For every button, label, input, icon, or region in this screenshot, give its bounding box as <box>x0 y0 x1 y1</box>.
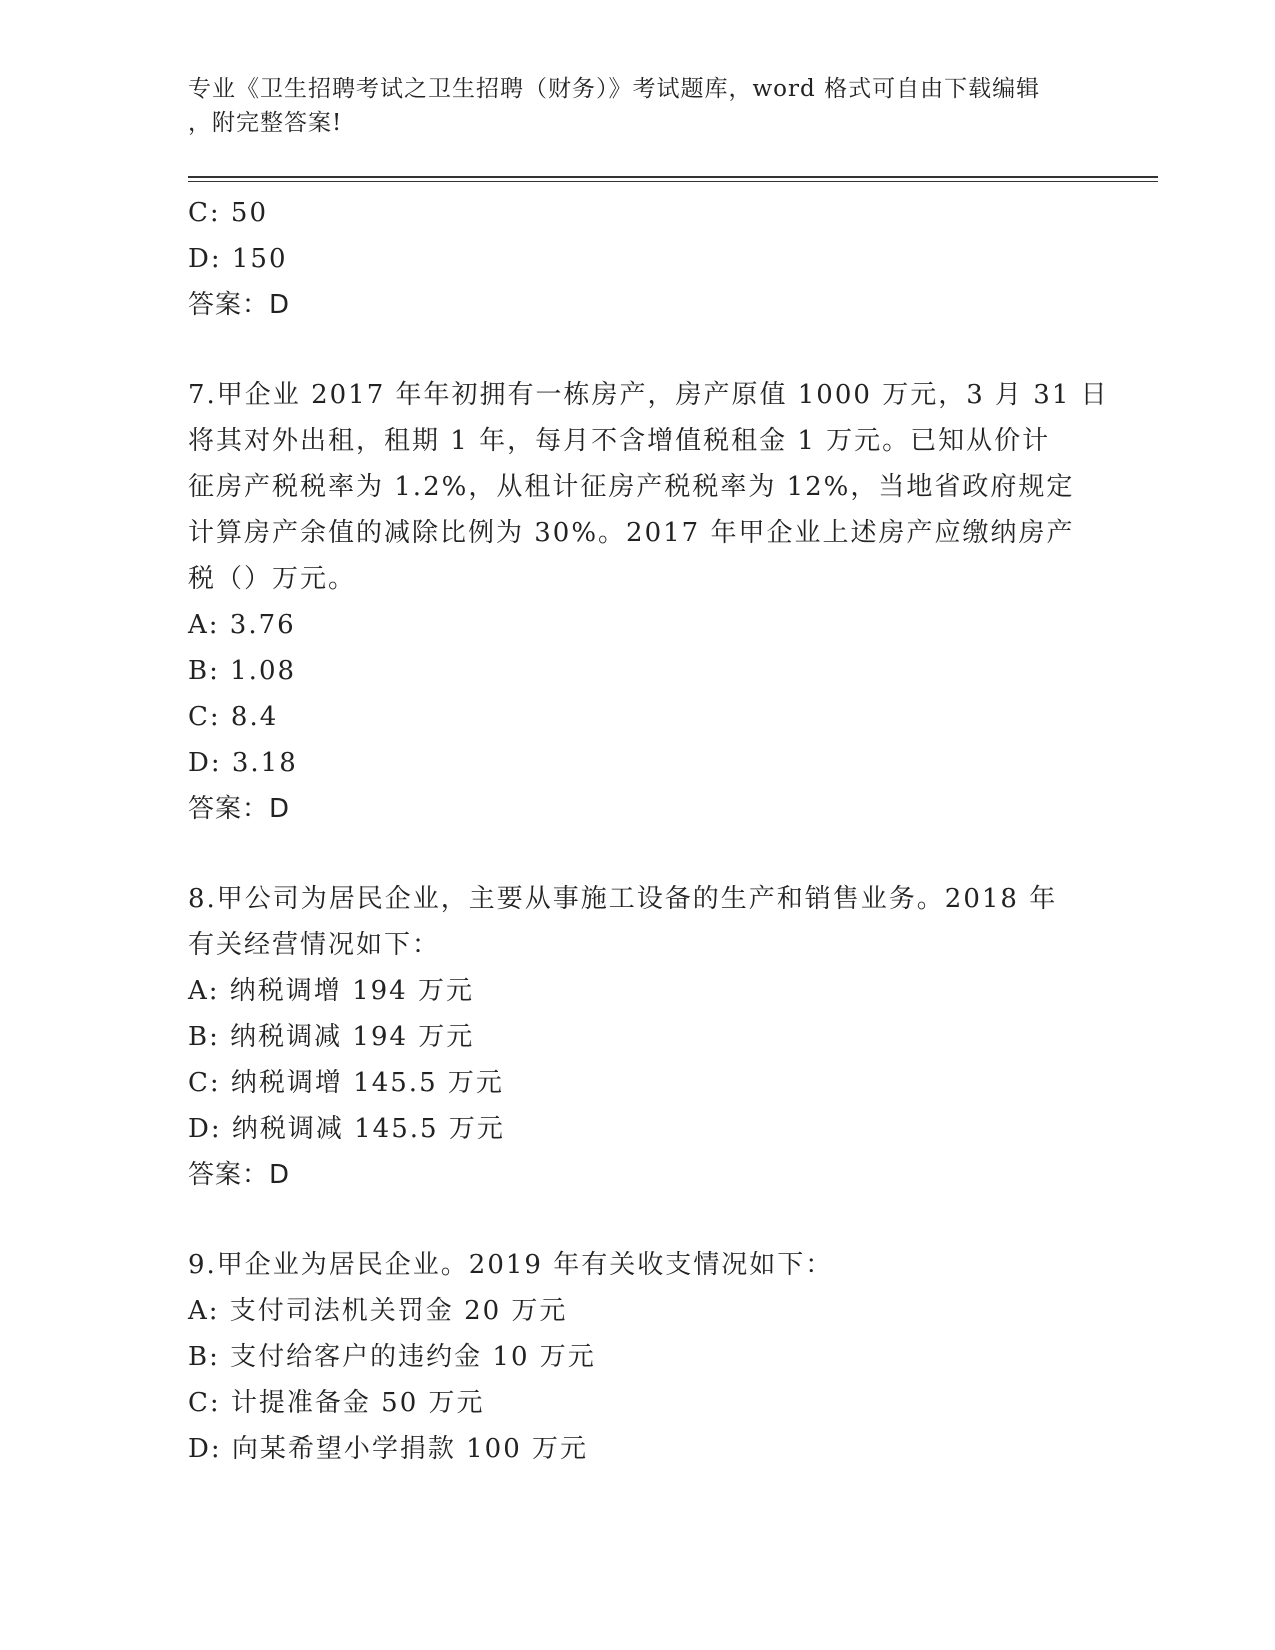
question-stem-line: 将其对外出租，租期 1 年，每月不含增值税租金 1 万元。已知从价计 <box>188 426 1051 456</box>
option-a: A: 3.76 <box>188 610 296 640</box>
header-divider-thick <box>188 176 1158 178</box>
question-stem-line: 7.甲企业 2017 年年初拥有一栋房产，房产原值 1000 万元，3 月 31 日 <box>188 380 1109 410</box>
option-d: D: 3.18 <box>188 748 298 778</box>
option-c: C: 50 <box>188 198 269 228</box>
question-stem-line: 9.甲企业为居民企业。2019 年有关收支情况如下： <box>188 1250 834 1280</box>
option-a: A: 支付司法机关罚金 20 万元 <box>188 1296 568 1326</box>
document-header <box>188 72 1088 140</box>
question-6 <box>188 190 1088 328</box>
option-b: B: 纳税调减 194 万元 <box>188 1022 475 1052</box>
question-stem-line: 8.甲公司为居民企业，主要从事施工设备的生产和销售业务。2018 年 <box>188 884 1058 914</box>
option-c: C: 计提准备金 50 万元 <box>188 1388 485 1418</box>
option-c: C: 纳税调增 145.5 万元 <box>188 1068 504 1098</box>
question-stem-line: 征房产税税率为 1.2%，从租计征房产税税率为 12%，当地省政府规定 <box>188 472 1075 502</box>
spacer <box>188 328 1088 372</box>
option-d: D: 纳税调减 145.5 万元 <box>188 1114 505 1144</box>
answer-line: 答案：D <box>188 1160 291 1190</box>
option-c: C: 8.4 <box>188 702 279 732</box>
answer-line: 答案：D <box>188 290 291 320</box>
header-divider-thin <box>188 181 1158 182</box>
option-d: D: 向某希望小学捐款 100 万元 <box>188 1434 589 1464</box>
question-9 <box>188 1242 1088 1472</box>
header-line-2: ，附完整答案! <box>188 110 343 136</box>
question-stem-line: 计算房产余值的减除比例为 30%。2017 年甲企业上述房产应缴纳房产 <box>188 518 1075 548</box>
option-b: B: 支付给客户的违约金 10 万元 <box>188 1342 596 1372</box>
option-b: B: 1.08 <box>188 656 297 686</box>
question-8 <box>188 876 1088 1198</box>
question-stem-line: 有关经营情况如下： <box>188 930 441 960</box>
document-body <box>188 190 1109 1472</box>
option-a: A: 纳税调增 194 万元 <box>188 976 474 1006</box>
option-d: D: 150 <box>188 244 288 274</box>
header-line-1: 专业《卫生招聘考试之卫生招聘（财务）》考试题库，word 格式可自由下载编辑 <box>188 76 1041 102</box>
question-stem-line: 税（）万元。 <box>188 564 357 594</box>
question-7 <box>188 372 1109 832</box>
spacer <box>188 1198 1088 1242</box>
answer-line: 答案：D <box>188 794 291 824</box>
spacer <box>188 832 1088 876</box>
